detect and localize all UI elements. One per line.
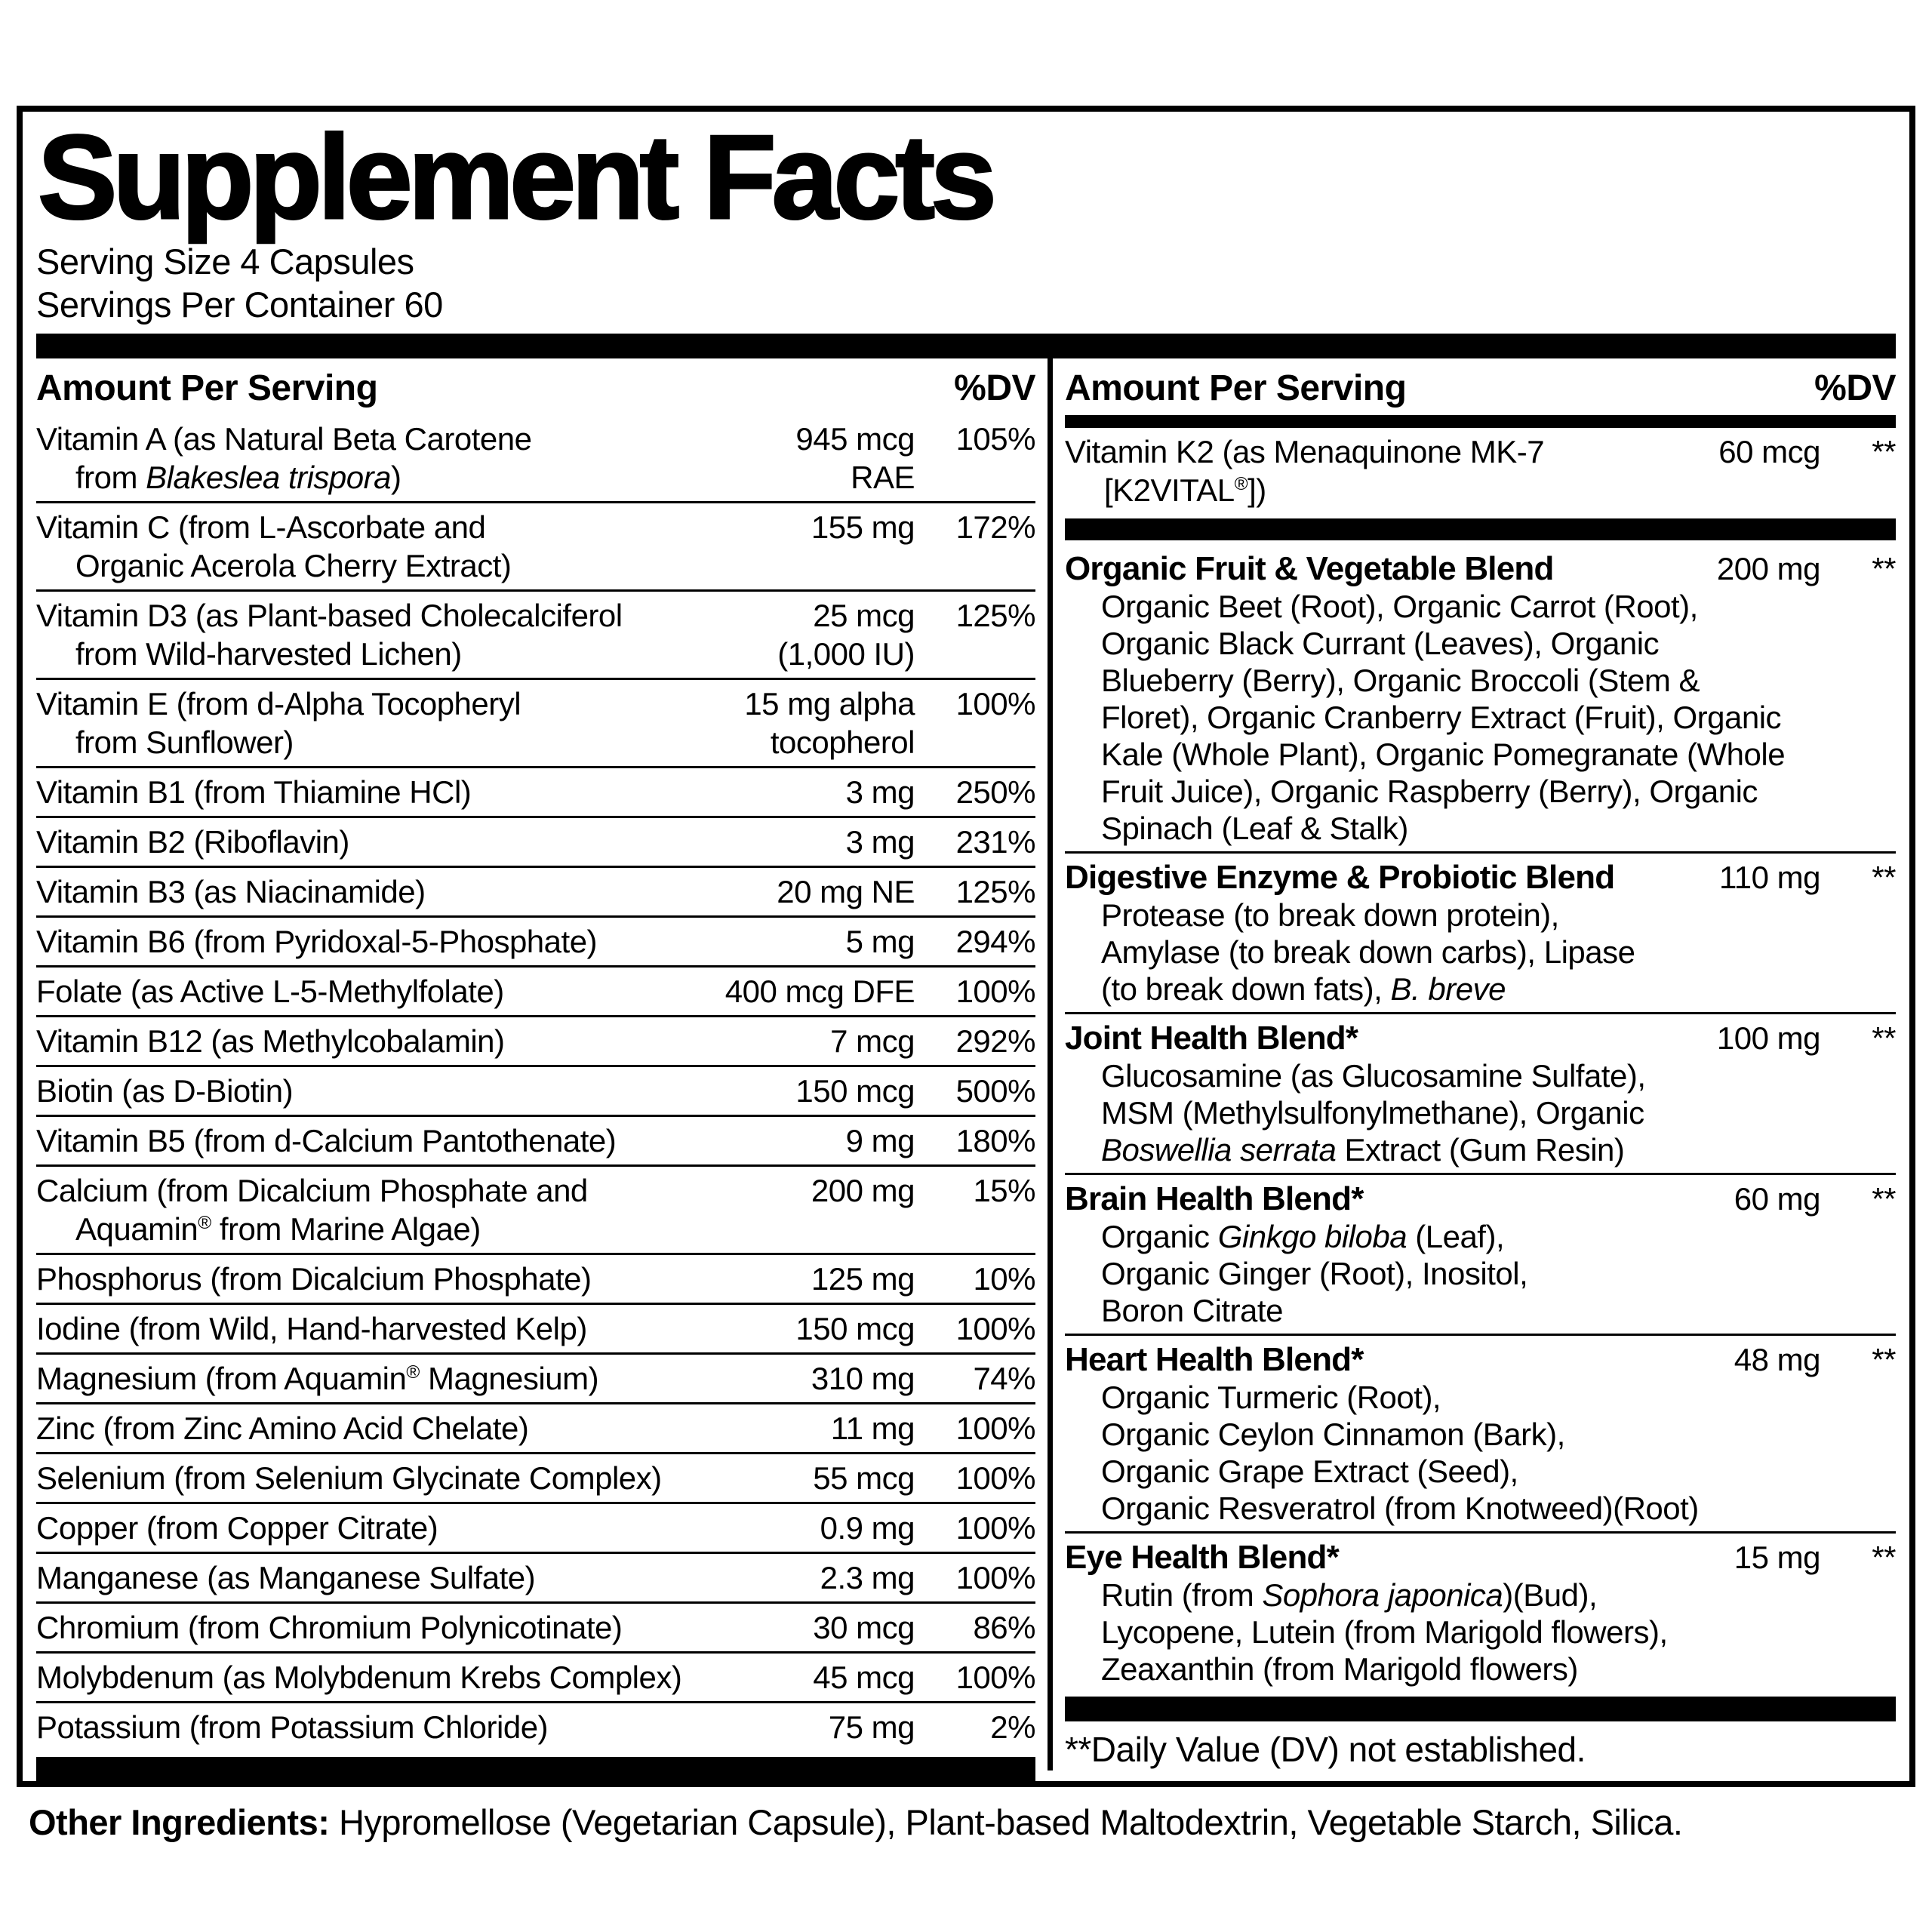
nutrient-amount: 5 mg xyxy=(845,924,915,959)
blend-amount: 48 mg xyxy=(1734,1342,1820,1377)
right-column-header xyxy=(1065,358,1896,415)
nutrient-amount: 3 mg xyxy=(845,774,915,810)
blend-ingredients: Glucosamine (as Glucosamine Sulfate), MSM (Methylsulfonylmethane), Organic Boswellia serrata Extract (Gum Resin) xyxy=(1101,1058,1646,1168)
nutrient-dv: 294% xyxy=(955,924,1035,959)
table-row xyxy=(36,965,1035,1015)
blend-header xyxy=(1065,1538,1896,1577)
blend-header xyxy=(1065,1340,1896,1379)
nutrient-name: Vitamin B6 (from Pyridoxal-5-Phosphate) xyxy=(36,924,598,959)
serving-info: Serving Size 4 Capsules Servings Per Container 60 xyxy=(36,242,443,325)
nutrient-dv: 100% xyxy=(955,686,1035,721)
blend-header xyxy=(1065,549,1896,588)
nutrient-dv: 2% xyxy=(990,1709,1035,1745)
blend-amount: 15 mg xyxy=(1734,1540,1820,1575)
blend-dv: ** xyxy=(1872,551,1896,586)
nutrient-amount: 310 mg xyxy=(811,1361,915,1396)
nutrient-dv: 500% xyxy=(955,1073,1035,1109)
nutrient-dv: 100% xyxy=(955,1560,1035,1595)
blend-header xyxy=(1065,1019,1896,1057)
table-row xyxy=(36,1115,1035,1164)
nutrient-name: Chromium (from Chromium Polynicotinate) xyxy=(36,1610,623,1645)
nutrient-dv: 250% xyxy=(955,774,1035,810)
table-row xyxy=(36,589,1035,678)
nutrient-name: Vitamin K2 (as Menaquinone MK-7 [K2VITAL®]) xyxy=(1065,434,1545,508)
table-row xyxy=(36,816,1035,866)
nutrient-dv: 105% xyxy=(955,421,1035,457)
blend-name: Joint Health Blend* xyxy=(1065,1020,1358,1057)
nutrient-name: Biotin (as D-Biotin) xyxy=(36,1073,294,1109)
left-column xyxy=(36,358,1048,1770)
nutrient-name: Vitamin A (as Natural Beta Carotene from Blakeslea trispora) xyxy=(36,421,532,495)
blend-ingredients: Organic Turmeric (Root), Organic Ceylon Cinnamon (Bark), Organic Grape Extract (Seed), Organic Resveratrol (from Knotweed)(Root) xyxy=(1101,1380,1699,1526)
nutrient-dv: 125% xyxy=(955,598,1035,633)
blend-dv: ** xyxy=(1872,1181,1896,1217)
nutrient-amount: 55 mcg xyxy=(813,1460,915,1496)
nutrient-dv: 100% xyxy=(955,1311,1035,1346)
nutrient-name: Vitamin D3 (as Plant-based Cholecalciferol from Wild-harvested Lichen) xyxy=(36,598,623,672)
table-row xyxy=(36,1065,1035,1115)
table-row xyxy=(36,1253,1035,1303)
table-row xyxy=(36,501,1035,589)
supplement-facts-panel xyxy=(17,106,1915,1787)
nutrient-dv: 172% xyxy=(955,509,1035,545)
nutrient-name: Folate (as Active L-5-Methylfolate) xyxy=(36,974,504,1009)
nutrient-amount: 9 mg xyxy=(845,1123,915,1158)
table-row xyxy=(36,1303,1035,1352)
nutrient-amount: 15 mg alpha tocopherol xyxy=(744,686,915,760)
dv-label: %DV xyxy=(1814,368,1896,408)
nutrient-dv: 100% xyxy=(955,974,1035,1009)
nutrient-dv: 10% xyxy=(973,1261,1035,1297)
blend-amount: 110 mg xyxy=(1719,860,1820,895)
separator-bar-medium xyxy=(1065,415,1896,428)
nutrient-dv: 231% xyxy=(955,824,1035,860)
nutrient-dv: 180% xyxy=(955,1123,1035,1158)
table-row xyxy=(36,1701,1035,1751)
nutrient-name: Manganese (as Manganese Sulfate) xyxy=(36,1560,536,1595)
nutrient-amount: 11 mg xyxy=(830,1411,915,1446)
blend-header xyxy=(1065,1180,1896,1218)
nutrient-amount: 150 mcg xyxy=(795,1073,915,1109)
vitamin-k2-rows xyxy=(1065,428,1896,514)
blend-name: Brain Health Blend* xyxy=(1065,1180,1364,1217)
blend-dv: ** xyxy=(1872,1342,1896,1377)
nutrient-name: Calcium (from Dicalcium Phosphate and Aquamin® from Marine Algae) xyxy=(36,1173,588,1247)
table-row xyxy=(36,1601,1035,1651)
blend-ingredients: Organic Beet (Root), Organic Carrot (Root), Organic Black Currant (Leaves), Organic Blueberry (Berry), Organic Broccoli (Stem & Floret), Organic Cranberry Extract (Fruit), Organic Kale (Whole Plant), Organic Pomegranate (Whole Fruit Juice), Organic Raspberry (Berry), Organic Spinach (Leaf & Stalk) xyxy=(1101,589,1786,846)
dv-label: %DV xyxy=(954,368,1035,408)
table-row xyxy=(36,1552,1035,1601)
blend-ingredients: Organic Ginkgo biloba (Leaf), Organic Ginger (Root), Inositol, Boron Citrate xyxy=(1101,1219,1528,1328)
nutrient-amount: 945 mcg RAE xyxy=(795,421,915,495)
nutrient-dv: 86% xyxy=(973,1610,1035,1645)
blend-name: Digestive Enzyme & Probiotic Blend xyxy=(1065,859,1615,896)
nutrient-name: Potassium (from Potassium Chloride) xyxy=(36,1709,549,1745)
panel-title: Supplement Facts xyxy=(38,111,992,244)
blend-name: Heart Health Blend* xyxy=(1065,1341,1364,1378)
nutrient-amount: 3 mg xyxy=(845,824,915,860)
right-column-footer xyxy=(1065,1697,1896,1770)
nutrient-name: Selenium (from Selenium Glycinate Complex) xyxy=(36,1460,662,1496)
blend-dv: ** xyxy=(1872,1540,1896,1575)
left-column-header xyxy=(36,358,1035,415)
amount-per-serving-label: Amount Per Serving xyxy=(1065,368,1407,408)
nutrient-name: Copper (from Copper Citrate) xyxy=(36,1510,438,1546)
nutrient-dv: 100% xyxy=(955,1460,1035,1496)
blend-section xyxy=(1065,1334,1896,1531)
table-row xyxy=(36,1502,1035,1552)
table-row xyxy=(1065,428,1896,514)
nutrient-rows xyxy=(36,415,1035,1751)
blend-amount: 200 mg xyxy=(1716,551,1820,586)
left-column-footer xyxy=(36,1751,1035,1782)
amount-per-serving-label: Amount Per Serving xyxy=(36,368,378,408)
nutrient-name: Magnesium (from Aquamin® Magnesium) xyxy=(36,1361,599,1396)
nutrient-name: Vitamin B1 (from Thiamine HCl) xyxy=(36,774,472,810)
blend-section xyxy=(1065,1012,1896,1173)
column-divider xyxy=(1048,358,1053,1770)
nutrient-dv: 100% xyxy=(955,1660,1035,1695)
nutrient-amount: 7 mcg xyxy=(830,1023,915,1059)
blend-header xyxy=(1065,858,1896,897)
nutrient-name: Vitamin C (from L-Ascorbate and Organic Acerola Cherry Extract) xyxy=(36,509,512,583)
nutrient-amount: 400 mcg DFE xyxy=(724,974,915,1009)
nutrient-dv: 125% xyxy=(955,874,1035,909)
blend-ingredients: Protease (to break down protein), Amylase (to break down carbs), Lipase (to break down fats), B. breve xyxy=(1101,897,1635,1007)
nutrient-amount: 25 mcg (1,000 IU) xyxy=(777,598,915,672)
blend-dv: ** xyxy=(1872,1020,1896,1056)
nutrient-dv: 100% xyxy=(955,1411,1035,1446)
table-row xyxy=(36,1402,1035,1452)
blend-section xyxy=(1065,851,1896,1012)
dv-footnote: **Daily Value (DV) not established. xyxy=(1065,1730,1586,1769)
blend-amount: 60 mg xyxy=(1734,1181,1820,1217)
facts-columns xyxy=(36,358,1896,1770)
nutrient-amount: 125 mg xyxy=(811,1261,915,1297)
blend-sections xyxy=(1065,545,1896,1692)
nutrient-dv: ** xyxy=(1872,434,1896,469)
table-row xyxy=(36,1164,1035,1253)
nutrient-name: Vitamin E (from d-Alpha Tocopheryl from Sunflower) xyxy=(36,686,521,760)
other-ingredients-text: Hypromellose (Vegetarian Capsule), Plant-based Maltodextrin, Vegetable Starch, Silica. xyxy=(338,1802,1683,1842)
nutrient-amount: 150 mcg xyxy=(795,1311,915,1346)
nutrient-dv: 100% xyxy=(955,1510,1035,1546)
blend-name: Organic Fruit & Vegetable Blend xyxy=(1065,550,1554,587)
nutrient-name: Vitamin B2 (Riboflavin) xyxy=(36,824,349,860)
table-row xyxy=(36,1015,1035,1065)
blend-dv: ** xyxy=(1872,860,1896,895)
nutrient-name: Vitamin B5 (from d-Calcium Pantothenate) xyxy=(36,1123,617,1158)
nutrient-amount: 2.3 mg xyxy=(820,1560,915,1595)
table-row xyxy=(36,1352,1035,1402)
table-row xyxy=(36,415,1035,501)
nutrient-dv: 15% xyxy=(973,1173,1035,1208)
blend-section xyxy=(1065,545,1896,851)
separator-bar-thick xyxy=(1065,1697,1896,1721)
nutrient-name: Phosphorus (from Dicalcium Phosphate) xyxy=(36,1261,592,1297)
table-row xyxy=(36,766,1035,816)
separator-bar-thick xyxy=(1065,518,1896,540)
table-row xyxy=(36,678,1035,766)
table-row xyxy=(36,1452,1035,1502)
table-row xyxy=(36,866,1035,915)
nutrient-dv: 292% xyxy=(955,1023,1035,1059)
separator-bar-thick xyxy=(36,1757,1035,1782)
nutrient-amount: 75 mg xyxy=(828,1709,915,1745)
blend-amount: 100 mg xyxy=(1716,1020,1820,1056)
nutrient-amount: 20 mg NE xyxy=(777,874,915,909)
blend-name: Eye Health Blend* xyxy=(1065,1539,1339,1576)
blend-section xyxy=(1065,1173,1896,1334)
nutrient-amount: 0.9 mg xyxy=(820,1510,915,1546)
nutrient-amount: 200 mg xyxy=(811,1173,915,1208)
nutrient-name: Vitamin B12 (as Methylcobalamin) xyxy=(36,1023,505,1059)
nutrient-amount: 30 mcg xyxy=(813,1610,915,1645)
separator-bar-thick xyxy=(36,334,1896,358)
table-row xyxy=(36,1651,1035,1701)
blend-ingredients: Rutin (from Sophora japonica)(Bud), Lycopene, Lutein (from Marigold flowers), Zeaxanthin (from Marigold flowers) xyxy=(1101,1577,1668,1687)
blend-section xyxy=(1065,1531,1896,1692)
nutrient-name: Zinc (from Zinc Amino Acid Chelate) xyxy=(36,1411,529,1446)
nutrient-amount: 45 mcg xyxy=(813,1660,915,1695)
table-row xyxy=(36,915,1035,965)
nutrient-name: Iodine (from Wild, Hand-harvested Kelp) xyxy=(36,1311,587,1346)
other-ingredients xyxy=(29,1801,1900,1844)
nutrient-amount: 155 mg xyxy=(811,509,915,545)
other-ingredients-label: Other Ingredients: xyxy=(29,1802,330,1842)
nutrient-name: Vitamin B3 (as Niacinamide) xyxy=(36,874,426,909)
nutrient-amount: 60 mcg xyxy=(1718,434,1820,469)
right-column xyxy=(1053,358,1896,1770)
nutrient-name: Molybdenum (as Molybdenum Krebs Complex) xyxy=(36,1660,682,1695)
nutrient-dv: 74% xyxy=(973,1361,1035,1396)
